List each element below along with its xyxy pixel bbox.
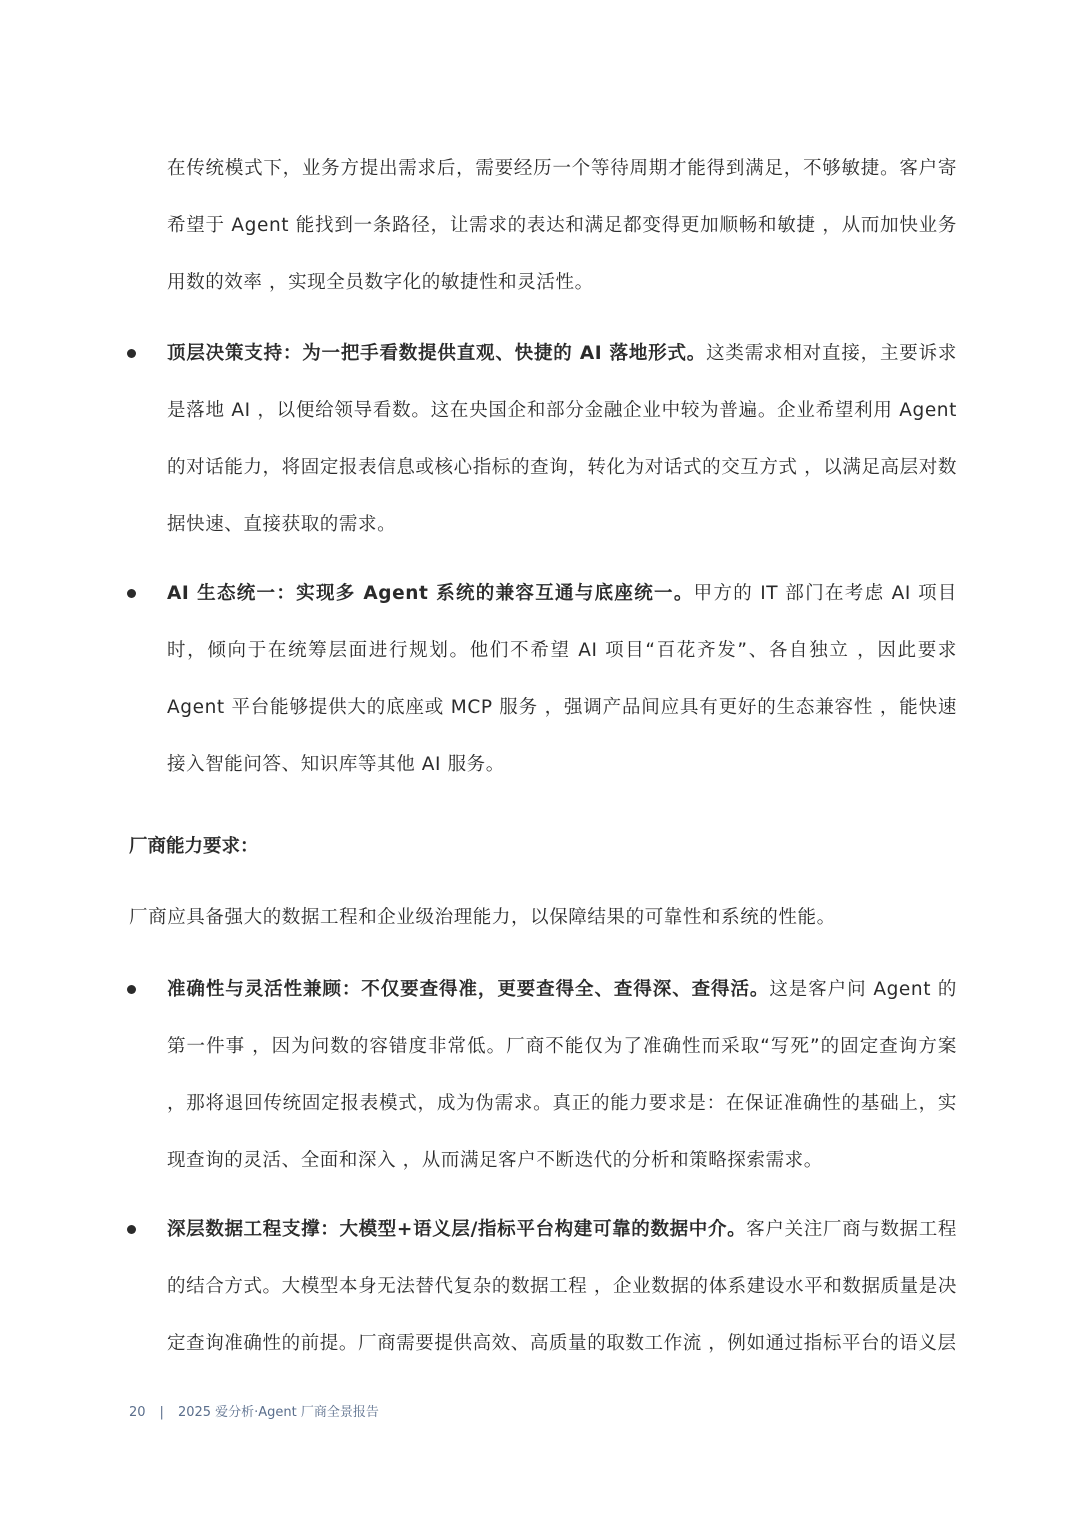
intro-paragraph <box>167 140 957 311</box>
bullet-icon <box>127 1225 136 1234</box>
section-summary-text: 厂商应具备强大的数据工程和企业级治理能力，以保障结果的可靠性和系统的性能。 <box>129 907 836 928</box>
bullet-ai-ecosystem-unification <box>167 565 957 793</box>
bullet-icon <box>127 985 136 994</box>
section-summary <box>129 889 957 946</box>
bullet-data-engineering-support <box>167 1201 957 1372</box>
bullet-body: 这是客户问 Agent 的第一件事 ，因为问数的容错度非常低。厂商不能仅为了准确性而采取“写死”的固定查询方案 ，那将退回传统固定报表模式，成为伪需求。真正的能力要求是：在保证准确性的基础上，实现查询的灵活、全面和深入 ，从而满足客户不断迭代的分析和策略探索需求。 <box>167 979 957 1171</box>
bullet-lead: 顶层决策支持：为一把手看数提供直观、快捷的 AI 落地形式。 <box>167 343 707 364</box>
bullet-lead: 准确性与灵活性兼顾：不仅要查得准，更要查得全、查得深、查得活。 <box>167 979 770 1000</box>
section-heading: 厂商能力要求： <box>129 836 259 857</box>
page-number: 20 <box>129 1405 146 1420</box>
bullet-body: 这类需求相对直接，主要诉求是落地 AI ，以便给领导看数。这在央国企和部分金融企业中较为普遍。企业希望利用 Agent 的对话能力，将固定报表信息或核心指标的查询，转化为对话式的交互方式 ，以满足高层对数据快速、直接获取的需求。 <box>167 343 957 535</box>
report-title: 2025 爱分析·Agent 厂商全景报告 <box>177 1405 379 1420</box>
bullet-body: 客户关注厂商与数据工程的结合方式。大模型本身无法替代复杂的数据工程 ，企业数据的体系建设水平和数据质量是决定查询准确性的前提。厂商需要提供高效、高质量的取数工作流 ，例如通过指标平台的语义层 <box>167 1219 957 1354</box>
bullet-accuracy-and-flexibility <box>167 961 957 1189</box>
footer-separator: | <box>159 1405 164 1420</box>
bullet-lead: 深层数据工程支撑：大模型+语义层/指标平台构建可靠的数据中介。 <box>167 1219 747 1240</box>
bullet-executive-decision-support <box>167 325 957 553</box>
bullet-lead: AI 生态统一：实现多 Agent 系统的兼容互通与底座统一。 <box>167 583 694 604</box>
bullet-icon <box>127 589 136 598</box>
bullet-body: 甲方的 IT 部门在考虑 AI 项目时，倾向于在统筹层面进行规划。他们不希望 AI 项目“百花齐发”、各自独立 ，因此要求 Agent 平台能够提供大的底座或 MCP 服务 ，强调产品间应具有更好的生态兼容性 ，能快速接入智能问答、知识库等其他 AI 服务。 <box>167 583 957 775</box>
bullet-icon <box>127 349 136 358</box>
page-footer <box>129 1403 379 1423</box>
intro-text: 在传统模式下，业务方提出需求后，需要经历一个等待周期才能得到满足，不够敏捷。客户寄希望于 Agent 能找到一条路径，让需求的表达和满足都变得更加顺畅和敏捷 ，从而加快业务用数的效率 ，实现全员数字化的敏捷性和灵活性。 <box>167 158 957 293</box>
